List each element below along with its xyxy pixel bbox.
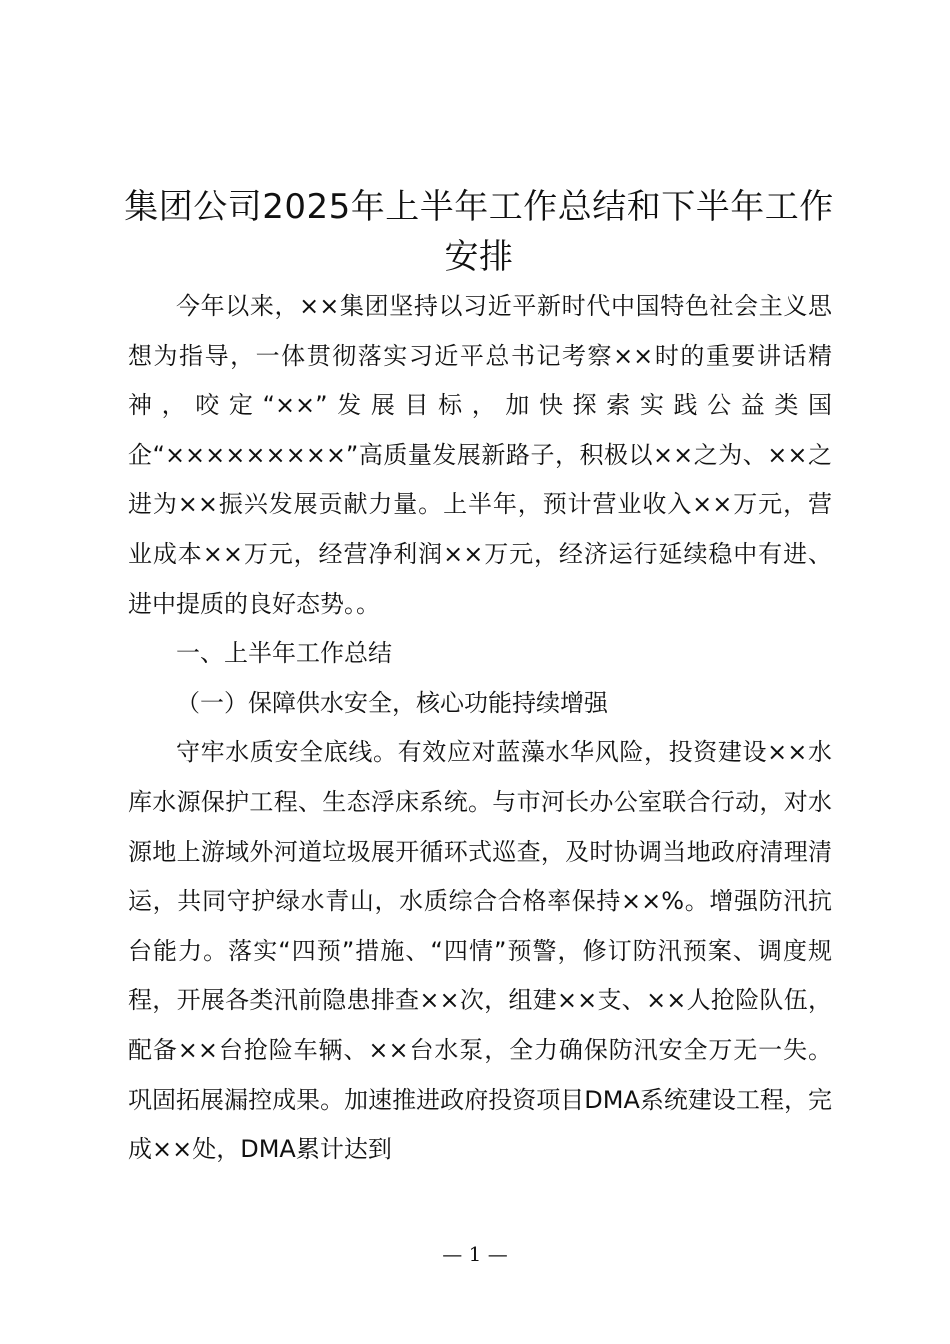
section-heading: 一、上半年工作总结 bbox=[176, 639, 392, 668]
subsection-heading: （一）保障供水安全，核心功能持续增强 bbox=[176, 688, 608, 717]
intro-paragraph: 今年以来，××集团坚持以习近平新时代中国特色社会主义思想为指导，一体贯彻落实习近平总书记考察××时的重要讲话精神，咬定“××”发展目标，加快探索实践公益类国企“×××××××××”高质量发展新路子，积极以××之为、××之进为××振兴发展贡献力量。上半年，预计营业收入××万元，营业成本××万元，经营净利润××万元，经济运行延续稳中有进、进中提质的良好态势。。 bbox=[128, 292, 832, 618]
document-body bbox=[128, 282, 832, 1175]
body-paragraph: 守牢水质安全底线。有效应对蓝藻水华风险，投资建设××水库水源保护工程、生态浮床系统。与市河长办公室联合行动，对水源地上游域外河道垃圾展开循环式巡查，及时协调当地政府清理清运，共同守护绿水青山，水质综合合格率保持××%。增强防汛抗台能力。落实“四预”措施、“四情”预警，修订防汛预案、调度规程，开展各类汛前隐患排查××次，组建××支、××人抢险队伍，配备××台抢险车辆、××台水泵，全力确保防汛安全万无一失。巩固拓展漏控成果。加速推进政府投资项目DMA系统建设工程，完成××处，DMA累计达到 bbox=[128, 738, 832, 1164]
page-number: — 1 — bbox=[442, 1242, 508, 1266]
document-title: 集团公司2025年上半年工作总结和下半年工作安排 bbox=[124, 187, 834, 277]
